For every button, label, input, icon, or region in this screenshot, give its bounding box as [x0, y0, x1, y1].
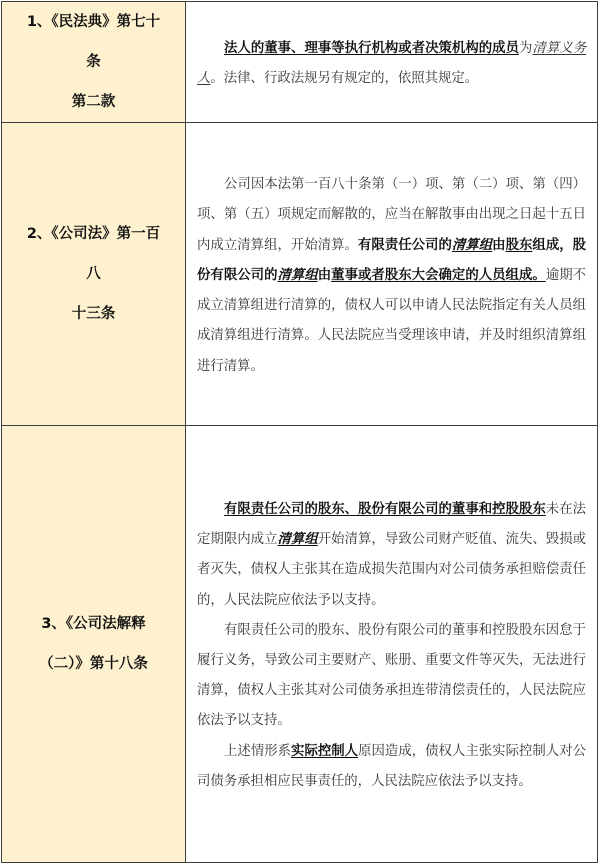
text-segment: 清算组 [277, 267, 318, 283]
text-segment: 由 [492, 237, 506, 253]
text-segment: 上述情形系 [224, 743, 292, 759]
text-segment: 原因造成，债权人主张实际控制人对公司债务承担相应民事责任的，人民法院应依法予以支持。 [197, 743, 587, 789]
text-segment: 清算义务人 [197, 40, 587, 86]
provision-paragraph [197, 34, 586, 94]
text-segment: 公司因本法第一百八十条第（一）项、第（二）项、第（四）项、第（五）项规定而解散的，应当在解散事由出现之日起十五日内成立清算组，开始清算。 [197, 177, 586, 253]
provision-paragraph [197, 495, 586, 616]
provision-text-cell [186, 426, 598, 863]
provision-paragraph [197, 737, 586, 797]
citation-line: （二）》第十八条 [39, 656, 148, 672]
citation-cell [2, 426, 186, 863]
text-segment: 有限责任公司的股东、股份有限公司的董事和控股股东 [224, 501, 546, 517]
citation-line: 十三条 [71, 306, 116, 322]
text-segment: 清算组 [451, 237, 493, 253]
citation-line: 1、《民法典》第七十条 [26, 14, 161, 70]
text-segment: 有限责任公司的 [357, 237, 452, 253]
provision-text-cell [186, 2, 598, 123]
law-table [1, 1, 598, 863]
text-segment: 。法律、行政法规另有规定的，依照其规定。 [210, 71, 479, 86]
text-segment: 法人的董事、理事等执行机构或者决策机构的成员 [224, 40, 519, 56]
text-segment: 逾期不成立清算组进行清算的，债权人可以申请人民法院指定有关人员组成清算组进行清算。人民法院应当受理该申请，并及时组织清算组进行清算。 [197, 267, 587, 374]
text-segment: 清算组 [277, 532, 318, 548]
citation-line: 2、《公司法》第一百八 [26, 226, 161, 282]
text-segment: 有限责任公司的股东、股份有限公司的董事和控股股东因怠于履行义务，导致公司主要财产、账册、重要文件等灭失，无法进行清算，债权人主张其对公司债务承担连带清偿责任的，人民法院应依法予以支持。 [197, 622, 586, 729]
text-segment: 未在法定期限内成立 [197, 501, 587, 548]
text-segment: 董事或者股东大会确定的人员组成。 [331, 267, 546, 283]
text-segment: 股东 [505, 237, 533, 253]
text-segment: 组成，股份有限公司的 [197, 237, 587, 283]
provision-paragraph [197, 170, 586, 381]
table-row [2, 426, 598, 863]
text-segment: 由 [317, 267, 332, 283]
text-segment: 开始清算，导致公司财产贬值、流失、毁损或者灭失，债权人主张其在造成损失范围内对公司债务承担赔偿责任的，人民法院应依法予以支持。 [197, 532, 587, 608]
provision-paragraph [197, 616, 586, 737]
table-row [2, 123, 598, 426]
text-segment: 为 [518, 40, 533, 56]
citation-cell [2, 2, 186, 123]
provision-text-cell [186, 123, 598, 426]
table-row [2, 2, 598, 123]
citation-line: 3、《公司法解释 [41, 616, 146, 632]
text-segment: 实际控制人 [291, 743, 359, 759]
citation-line: 第二款 [71, 94, 116, 110]
citation-cell [2, 123, 186, 426]
